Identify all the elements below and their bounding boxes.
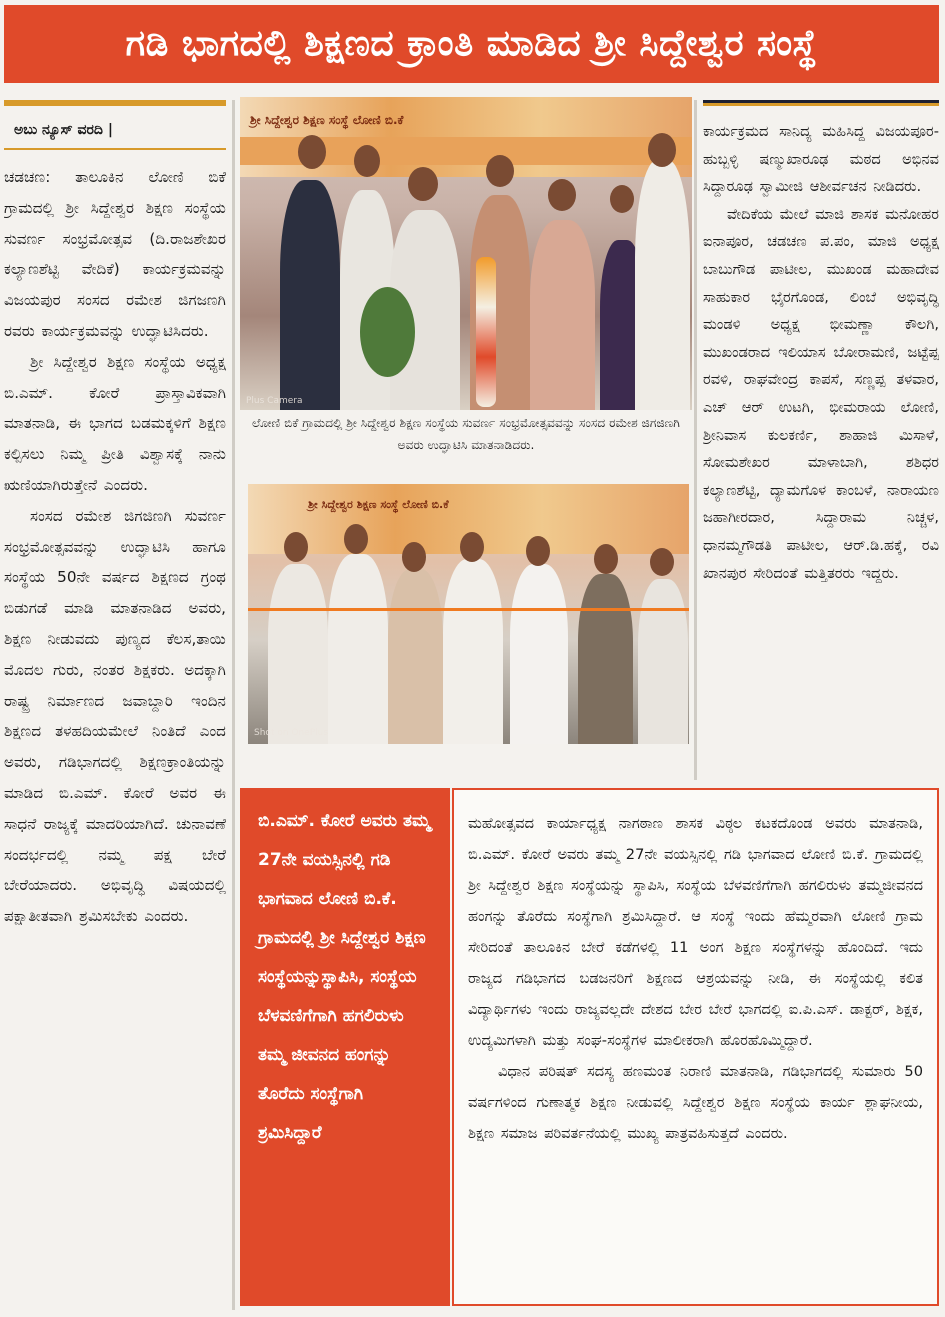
banner-text-2: ಶ್ರೀ ಸಿದ್ದೇಶ್ವರ ಶಿಕ್ಷಣ ಸಂಸ್ಥೆ ಲೋಣಿ ಬಿ.ಕೆ <box>308 498 449 511</box>
byline-rule <box>4 148 226 150</box>
byline: ಅಬು ನ್ಯೂಸ್ ವರದಿ | <box>14 122 113 138</box>
left-para-3: ಸಂಸದ ರಮೇಶ ಜಿಗಜಿಣಗಿ ಸುವರ್ಣ ಸಂಭ್ರಮೋತ್ಸವವನ್ನು ಉದ್ಘಾಟಿಸಿ ಹಾಗೂ ಸಂಸ್ಥೆಯ 50ನೇ ವರ್ಷದ ಶಿಕ್ಷಣದ ಗ್ರಂಥ ಬಿಡುಗಡೆ ಮಾಡಿ ಮಾತನಾಡಿದ ಅವರು, ಶಿಕ್ಷಣ ನೀಡುವದು ಪುಣ್ಯದ ಕೆಲಸ,ತಾಯಿ ಮೊದಲ ಗುರು, ನಂತರ ಶಿಕ್ಷಕರು. ಅದಕ್ಕಾಗಿ ರಾಷ್ಟ್ರ ನಿರ್ಮಾಣದ ಜವಾಬ್ದಾರಿ ಇಂದಿನ ಶಿಕ್ಷಣದ ತಳಹದಿಯಮೇಲೆ ನಿಂತಿದೆ ಎಂದ ಅವರು, ಗಡಿಭಾಗದಲ್ಲಿ ಶಿಕ್ಷಣಕ್ರಾಂತಿಯನ್ನು ಮಾಡಿದ ಬಿ.ಎಮ್. ಕೋರೆ ಅವರ ಈ ಸಾಧನೆ ರಾಜ್ಯಕ್ಕೆ ಮಾದರಿಯಾಗಿದೆ. ಚುನಾವಣೆ ಸಂದರ್ಭದಲ್ಲಿ ನಮ್ಮ ಪಕ್ಷ ಬೇರೆ ಬೇರೆಯಾದರು. ಅಭಿವೃದ್ಧಿ ವಿಷಯದಲ್ಲಿ ಪಕ್ಷಾತೀತವಾಗಿ ಶ್ರಮಿಸಬೇಕು ಎಂದರು. <box>4 506 226 926</box>
pull-quote: ಬಿ.ಎಮ್. ಕೋರೆ ಅವರು ತಮ್ಮ 27ನೇ ವಯಸ್ಸಿನಲ್ಲಿ ಗಡಿ ಭಾಗವಾದ ಲೋಣಿ ಬಿ.ಕೆ. ಗ್ರಾಮದಲ್ಲಿ ಶ್ರೀ ಸಿದ್ದೇಶ್ವರ ಶಿಕ್ಷಣ ಸಂಸ್ಥೆಯನ್ನುಸ್ಥಾಪಿಸಿ, ಸಂಸ್ಥೆಯ ಬೆಳವಣಿಗೆಗಾಗಿ ಹಗಲಿರುಳು ತಮ್ಮ ಜೀವನದ ಹಂಗನ್ನು ತೊರೆದು ಸಂಸ್ಥೆಗಾಗಿ ಶ್ರಮಿಸಿದ್ದಾರೆ <box>240 788 450 1306</box>
right-para-1: ಕಾರ್ಯಕ್ರಮದ ಸಾನಿದ್ಯ ಮಹಿಸಿದ್ದ ವಿಜಯಪೂರ-ಹುಬ್ಬಳ್ಳಿ ಷಣ್ಮುಖಾರೂಢ ಮಠದ ಅಭಿನವ ಸಿದ್ದಾರೂಢ ಸ್ವಾಮೀಜಿ ಆಶೀರ್ವಚನ ನೀಡಿದರು. <box>703 123 939 196</box>
boxed-para-1: ಮಹೋತ್ಸವದ ಕಾರ್ಯಾಧ್ಯಕ್ಷ ನಾಗಠಾಣ ಶಾಸಕ ವಿಠ್ಠಲ ಕಟಕದೊಂಡ ಅವರು ಮಾತನಾಡಿ, ಬಿ.ಎಮ್. ಕೋರೆ ಅವರು ತಮ್ಮ 27ನೇ ವಯಸ್ಸಿನಲ್ಲಿ ಗಡಿ ಭಾಗವಾದ ಲೋಣಿ ಬಿ.ಕೆ. ಗ್ರಾಮದಲ್ಲಿ ಶ್ರೀ ಸಿದ್ದೇಶ್ವರ ಶಿಕ್ಷಣ ಸಂಸ್ಥೆಯನ್ನು ಸ್ಥಾಪಿಸಿ, ಸಂಸ್ಥೆಯ ಬೆಳವಣಿಗೆಗಾಗಿ ಹಗಲಿರುಳು ತಮ್ಮಜೀವನದ ಹಂಗನ್ನು ತೊರೆದು ಸಂಸ್ಥೆಗಾಗಿ ಶ್ರಮಿಸಿದ್ದಾರೆ. ಆ ಸಂಸ್ಥೆ ಇಂದು ಹೆಮ್ಮರವಾಗಿ ಲೋಣಿ ಗ್ರಾಮ ಸೇರಿದಂತೆ ತಾಲೂಕಿನ ಬೇರೆ ಕಡೆಗಳಲ್ಲಿ 11 ಅಂಗ ಶಿಕ್ಷಣ ಸಂಸ್ಥೆಗಳನ್ನು ಹೊಂದಿದೆ. ಇದು ರಾಜ್ಯದ ಗಡಿಭಾಗದ ಬಡಜನರಿಗೆ ಶಿಕ್ಷಣದ ಆಶ್ರಯವನ್ನು ನೀಡಿ, ಈ ಸಂಸ್ಥೆಯಲ್ಲಿ ಕಲಿತ ವಿದ್ಯಾರ್ಥಿಗಳು ಇಂದು ರಾಜ್ಯವಲ್ಲದೇ ದೇಶದ ಬೇರ ಬೇರೆ ಭಾಗದಲ್ಲಿ ಐ.ಪಿ.ಎಸ್. ಡಾಕ್ಟರ್, ಶಿಕ್ಷಕ, ಉದ್ಯಮಿಗಳಾಗಿ ಮತ್ತು ಸಂಘ-ಸಂಸ್ಥೆಗಳ ಮಾಲೀಕರಾಗಿ ಹೊರಹೊಮ್ಮಿದ್ದಾರೆ. <box>468 815 923 1049</box>
top-rule <box>4 100 226 106</box>
photo-watermark-2: Shot on OnePlus <box>254 728 329 738</box>
left-column <box>4 100 226 1310</box>
boxed-article <box>452 788 939 1306</box>
top-rule-right <box>703 100 939 106</box>
photo-ribbon-cutting <box>248 484 689 744</box>
banner-text: ಶ್ರೀ ಸಿದ್ದೇಶ್ವರ ಶಿಕ್ಷಣ ಸಂಸ್ಥೆ ಲೋಣಿ ಬಿ.ಕೆ <box>250 113 404 127</box>
right-para-2: ವೇದಿಕೆಯ ಮೇಲೆ ಮಾಜಿ ಶಾಸಕ ಮನೋಹರ ಐನಾಪೂರ, ಚಡಚಣ ಪ.ಪಂ, ಮಾಜಿ ಅಧ್ಯಕ್ಷ ಬಾಬುಗೌಡ ಪಾಟೀಲ, ಮುಖಂಡ ಮಹಾದೇವ ಸಾಹುಕಾರ ಭೈರಗೊಂಡ, ಲಿಂಬೆ ಅಭಿವೃದ್ಧಿ ಮಂಡಳಿ ಅಧ್ಯಕ್ಷ ಭೀಮಣ್ಣಾ ಕೌಲಗಿ, ಮುಖಂಡರಾದ ಇಲಿಯಾಸ ಬೋರಾಮಣಿ, ಜಟ್ಟೆಪ್ಪ ರವಳಿ, ರಾಘವೇಂದ್ರ ಕಾಪಸೆ, ಸಣ್ಣಪ್ಪ ತಳವಾರ, ಎಚ್ ಆರ್ ಉಟಗಿ, ಭೀಮರಾಯ ಲೋಣಿ, ಶ್ರೀನಿವಾಸ ಕುಲಕರ್ಣಿ, ಶಾಹಾಜಿ ಮಿಸಾಳೆ, ಸೋಮಶೇಖರ ಮಾಳಾಬಾಗಿ, ಶಶಿಧರ ಕಲ್ಯಾಣಶೆಟ್ಟಿ, ದ್ಯಾಮಗೊಳ ಕಾಂಬಳೆ, ನಾರಾಯಣ ಜಹಾಗೀರದಾರ, ಸಿದ್ದಾರಾಮ ನಿಚ್ಚಳ, ಧಾನಮ್ಮಗೌಡತಿ ಪಾಟೀಲ, ಆರ್.ಡಿ.ಹಕ್ಕೆ, ರವಿ ಖಾನಪುರ ಸೇರಿದಂತೆ ಮತ್ತಿತರರು ಇದ್ದರು. <box>703 205 939 582</box>
headline: ಗಡಿ ಭಾಗದಲ್ಲಿ ಶಿಕ್ಷಣದ ಕ್ರಾಂತಿ ಮಾಡಿದ ಶ್ರೀ ಸಿದ್ದೇಶ್ವರ ಸಂಸ್ಥೆ <box>4 5 939 83</box>
right-column <box>703 100 939 780</box>
photo-caption: ಲೋಣಿ ಬಿಕೆ ಗ್ರಾಮದಲ್ಲಿ ಶ್ರೀ ಸಿದ್ದೇಶ್ವರ ಶಿಕ್ಷಣ ಸಂಸ್ಥೆಯ ಸುವರ್ಣ ಸಂಭ್ರಮೋತ್ಸವವನ್ನು ಸಂಸದ ರಮೇಶ ಜಿಗಜಿಣಗಿ ಅವರು ಉದ್ಘಾಟಿಸಿ ಮಾತನಾಡಿದರು. <box>240 412 692 468</box>
column-divider-left <box>232 100 235 1310</box>
left-para-1: ಚಡಚಣ: ತಾಲೂಕಿನ ಲೋಣಿ ಬಿಕೆ ಗ್ರಾಮದಲ್ಲಿ ಶ್ರೀ ಸಿದ್ದೇಶ್ವರ ಶಿಕ್ಷಣ ಸಂಸ್ಥೆಯ ಸುವರ್ಣ ಸಂಭ್ರಮೋತ್ಸವ (ದಿ.ರಾಜಶೇಖರ ಕಲ್ಯಾಣಶೆಟ್ಟಿ ವೇದಿಕೆ) ಕಾರ್ಯಕ್ರಮವನ್ನು ವಿಜಯಪುರ ಸಂಸದ ರಮೇಶ ಜಿಗಜಣಗಿ ರವರು ಕಾರ್ಯಕ್ರಮವನ್ನು ಉದ್ಘಾಟಿಸಿದರು. <box>4 168 226 340</box>
photo-lamp-lighting <box>240 97 692 410</box>
column-divider-right <box>694 100 697 780</box>
photo-watermark: Plus Camera <box>246 396 303 406</box>
left-para-2: ಶ್ರೀ ಸಿದ್ದೇಶ್ವರ ಶಿಕ್ಷಣ ಸಂಸ್ಥೆಯ ಅಧ್ಯಕ್ಷ ಬಿ.ಎಮ್. ಕೋರೆ ಪ್ರಾಸ್ತಾವಿಕವಾಗಿ ಮಾತನಾಡಿ, ಈ ಭಾಗದ ಬಡಮಕ್ಕಳಿಗೆ ಶಿಕ್ಷಣ ಕಲ್ಪಿಸಲು ನಿಮ್ಮ ಪ್ರೀತಿ ವಿಶ್ವಾಸಕ್ಕೆ ನಾನು ಋಣಿಯಾಗಿರುತ್ತೇನೆ ಎಂದರು. <box>4 352 226 494</box>
boxed-para-2: ವಿಧಾನ ಪರಿಷತ್ ಸದಸ್ಯ ಹಣಮಂತ ನಿರಾಣಿ ಮಾತನಾಡಿ, ಗಡಿಭಾಗದಲ್ಲಿ ಸುಮಾರು 50 ವರ್ಷಗಳಿಂದ ಗುಣಾತ್ಮಕ ಶಿಕ್ಷಣ ನೀಡುವಲ್ಲಿ ಸಿದ್ದೇಶ್ವರ ಶಿಕ್ಷಣ ಸಂಸ್ಥೆಯ ಕಾರ್ಯ ಶ್ಲಾಘನೀಯ, ಶಿಕ್ಷಣ ಸಮಾಜ ಪರಿವರ್ತನೆಯಲ್ಲಿ ಮುಖ್ಯ ಪಾತ್ರವಹಿಸುತ್ತದೆ ಎಂದರು. <box>468 1063 923 1142</box>
